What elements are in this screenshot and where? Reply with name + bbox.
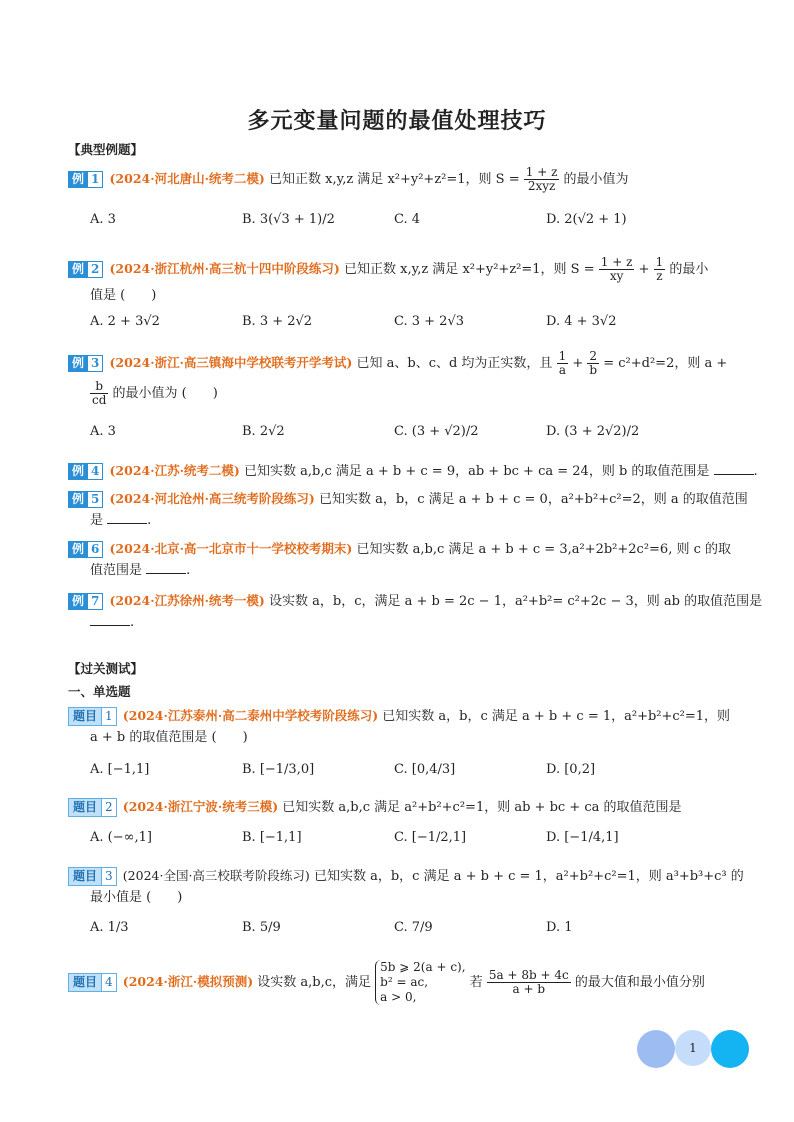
test-number: 3 — [102, 867, 117, 886]
option-b: B. 3 + 2√2 — [242, 314, 313, 329]
question-text: 已知实数 a，b，c 满足 a + b + c = 1，a²+b²+c²=1，则 — [382, 709, 731, 724]
example-number: 7 — [88, 593, 103, 610]
equation-line: b² = ac, — [380, 975, 429, 989]
option-d: D. 2(√2 + 1) — [546, 212, 627, 227]
option-a: A. [−1,1] — [90, 762, 150, 777]
question-text-mid: 若 — [469, 975, 483, 990]
fraction: $\frac{2}{b}$ — [589, 349, 598, 377]
question-source: (2024·河北沧州·高三统考阶段练习) — [109, 491, 315, 506]
option-a: A. 3 — [90, 212, 116, 227]
question-text: 设实数 a,b,c，满足 — [257, 975, 372, 990]
question-text-cont: 是 . — [90, 513, 152, 528]
example-tag: 例 — [68, 593, 88, 610]
question-text-cont: 值是 ( ) — [90, 288, 157, 303]
answer-blank[interactable] — [90, 625, 130, 626]
section-heading-tests: 【过关测试】 — [68, 661, 144, 676]
option-d: D. 1 — [546, 920, 573, 935]
question-text-tail: 值范围是 — [90, 563, 143, 578]
section-heading-examples: 【典型例题】 — [68, 142, 144, 157]
question-text: 已知 a、b、c、d 均为正实数，且 — [356, 356, 553, 371]
question-text: 已知实数 a,b,c 满足 a²+b²+c²=1，则 ab + bc + ca 的取值范围是 — [282, 800, 682, 815]
test-tag: 题目 — [68, 973, 102, 992]
equation-system — [375, 960, 465, 1005]
option-c: C. [−1/2,1] — [394, 830, 467, 845]
fraction: $\frac{1}{a}$ — [558, 349, 567, 377]
example-tag: 例 — [68, 171, 88, 188]
test-number: 1 — [102, 707, 117, 726]
option-c: C. 4 — [394, 212, 421, 227]
example-tag: 例 — [68, 355, 88, 372]
option-b: B. 5/9 — [242, 920, 281, 935]
question-source: (2024·江苏徐州·统考一模) — [109, 593, 265, 608]
question-source: (2024·河北唐山·统考二模) — [109, 171, 265, 186]
option-c: C. 7/9 — [394, 920, 433, 935]
option-d: D. [0,2] — [546, 762, 596, 777]
example-tag: 例 — [68, 463, 88, 480]
test-number: 4 — [102, 973, 117, 992]
example-number: 3 — [88, 355, 103, 372]
example-number: 1 — [88, 171, 103, 188]
fraction: $\frac{b}{cd}$ — [92, 379, 107, 407]
plus-sign: + — [638, 262, 650, 277]
question-text: 已知正数 x,y,z 满足 x²+y²+z²=1，则 S = — [343, 262, 595, 277]
test-tag: 题目 — [68, 798, 102, 817]
option-b: B. [−1/3,0] — [242, 762, 315, 777]
test-number: 2 — [102, 798, 117, 817]
answer-blank[interactable] — [107, 523, 147, 524]
test-tag: 题目 — [68, 707, 102, 726]
question-text: 已知正数 x,y,z 满足 x²+y²+z²=1，则 S = — [268, 172, 520, 187]
option-c: C. [0,4/3] — [394, 762, 456, 777]
answer-blank[interactable] — [714, 474, 754, 475]
plus-sign: + — [572, 356, 584, 371]
page-number: 1 — [689, 1041, 697, 1055]
question-text-end: = c²+d²=2，则 a + — [603, 356, 728, 371]
question-text: 已知实数 a，b，c 满足 a + b + c = 1，a²+b²+c²=1，则 a³+b³+c³ 的 — [313, 869, 744, 884]
test-tag: 题目 — [68, 867, 102, 886]
page-circle-right — [711, 1030, 749, 1068]
equation-line: 5b ⩾ 2(a + c), — [380, 960, 466, 974]
option-d: D. (3 + 2√2)/2 — [546, 424, 640, 439]
question-text: 设实数 a，b，c，满足 a + b = 2c − 1，a²+b²= c²+2c − 3，则 ab 的取值范围是 — [268, 594, 763, 609]
example-number: 5 — [88, 491, 103, 508]
example-tag: 例 — [68, 491, 88, 508]
option-b: B. 3(√3 + 1)/2 — [242, 212, 335, 227]
option-d: D. [−1/4,1] — [546, 830, 619, 845]
question-source: (2024·全国·高三校联考阶段练习) — [122, 868, 310, 883]
option-a: A. 3 — [90, 424, 116, 439]
question-source: (2024·江苏泰州·高二泰州中学校考阶段练习) — [122, 708, 379, 723]
question-text-cont: 最小值是 ( ) — [90, 890, 183, 905]
question-text: 已知实数 a,b,c 满足 a + b + c = 3,a²+2b²+2c²=6, 则 c 的取 — [356, 542, 732, 557]
example-tag: 例 — [68, 261, 88, 278]
question-text: 已知实数 a，b，c 满足 a + b + c = 0，a²+b²+c²=2，则 a 的取值范围 — [318, 492, 748, 507]
example-tag: 例 — [68, 541, 88, 558]
question-text-cont: . — [90, 613, 134, 633]
option-a: A. (−∞,1] — [90, 830, 152, 845]
fraction: $\frac{5a + 8b + 4c}{a + b}$ — [488, 968, 569, 996]
question-text-end: 的最小 — [669, 262, 709, 277]
question-source: (2024·浙江·模拟预测) — [122, 974, 254, 989]
page-title: 多元变量问题的最值处理技巧 — [247, 109, 547, 134]
question-source: (2024·浙江·高三镇海中学校联考开学考试) — [109, 355, 353, 370]
question-source: (2024·浙江杭州·高三杭十四中阶段练习) — [109, 261, 340, 276]
page-circle-left — [637, 1030, 675, 1068]
question-text-cont — [90, 380, 218, 407]
question-source: (2024·江苏·统考二模) — [109, 463, 240, 478]
example-number: 6 — [88, 541, 103, 558]
answer-blank[interactable] — [146, 573, 186, 574]
question-text-cont: a + b 的取值范围是 ( ) — [90, 730, 248, 745]
example-number: 2 — [88, 261, 103, 278]
option-c: C. 3 + 2√3 — [394, 314, 465, 329]
question-text-tail: 是 — [90, 513, 104, 528]
fraction: $\frac{1}{z}$ — [655, 255, 664, 283]
option-a: A. 2 + 3√2 — [90, 314, 160, 329]
example-number: 4 — [88, 463, 103, 480]
option-c: C. (3 + √2)/2 — [394, 424, 479, 439]
question-text: 已知实数 a,b,c 满足 a + b + c = 9，ab + bc + ca = 24，则 b 的取值范围是 — [243, 464, 710, 479]
option-d: D. 4 + 3√2 — [546, 314, 617, 329]
question-text-tail: 的最小值为 ( ) — [112, 386, 218, 401]
question-text-end: 的最小值为 — [563, 172, 629, 187]
equation-line: a > 0, — [380, 990, 417, 1004]
fraction: $\frac{1 + z}{xy}$ — [600, 255, 633, 283]
question-source: (2024·浙江宁波·统考三模) — [122, 799, 279, 814]
question-text-end: 的最大值和最小值分别 — [574, 975, 705, 990]
question-text-cont: 值范围是 . — [90, 563, 191, 578]
option-b: B. 2√2 — [242, 424, 285, 439]
option-b: B. [−1,1] — [242, 830, 302, 845]
option-a: A. 1/3 — [90, 920, 129, 935]
question-source: (2024·北京·高一北京市十一学校校考期末) — [109, 541, 353, 556]
section-heading-single-choice: 一、单选题 — [68, 684, 131, 699]
fraction: $\frac{1 + z}{\text{2xyz}}$ — [525, 165, 558, 193]
